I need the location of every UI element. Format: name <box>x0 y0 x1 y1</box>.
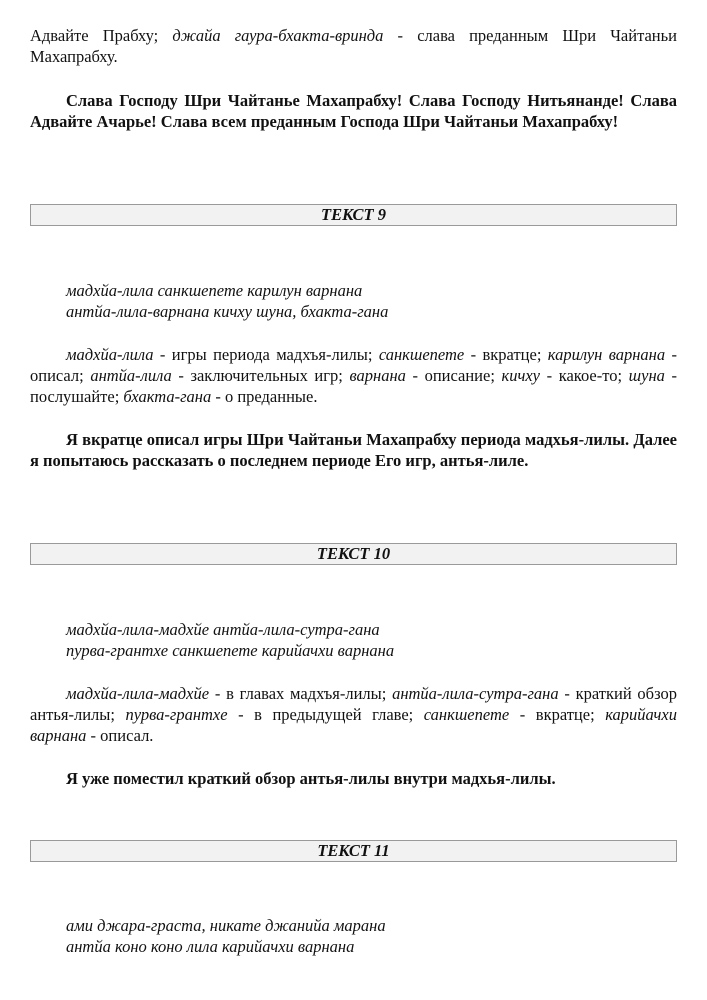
intro-term: джайа гаура-бхакта-вринда <box>172 26 384 45</box>
verse-line: антйа коно коно лила карийачхи варнана <box>66 937 355 956</box>
synonym-term: антйа-лила <box>90 366 172 385</box>
text-10-heading: ТЕКСТ 10 <box>30 543 677 565</box>
text-9-verse <box>30 280 707 322</box>
synonym-meaning: - игры периода мадхъя-лилы; <box>153 345 379 364</box>
synonym-term: варнана <box>349 366 406 385</box>
synonym-meaning: - в главах мадхъя-лилы; <box>209 684 393 703</box>
verse-line: мадхйа-лила санкшепете карилун варнана <box>66 281 363 300</box>
synonym-term: бхакта-гана <box>123 387 212 406</box>
text-9-translation: Я вкратце описал игры Шри Чайтаньи Махапрабху периода мадхья-лилы. Далее я попытаюсь рассказать о последнем периоде Его игр, антья-лиле. <box>30 430 677 470</box>
synonym-meaning: - вкратце; <box>509 705 606 724</box>
intro-translation: Слава Господу Шри Чайтанье Махапрабху! Слава Господу Нитьянанде! Слава Адвайте Ачарье! Слава всем преданным Господа Шри Чайтаньи Махапрабху! <box>30 91 677 131</box>
text-9-heading: ТЕКСТ 9 <box>30 204 677 226</box>
intro-text: Адвайте Прабху; <box>30 26 159 45</box>
synonym-term: мадхйа-лила-мадхйе <box>66 684 210 703</box>
synonym-meaning: - вкратце; <box>464 345 548 364</box>
synonym-term: кичху <box>501 366 541 385</box>
synonym-term: пурва-грантхе <box>125 705 228 724</box>
synonym-term: мадхйа-лила <box>66 345 154 364</box>
text-10-synonyms <box>30 683 677 746</box>
verse-line: мадхйа-лила-мадхйе антйа-лила-сутра-гана <box>66 620 380 639</box>
synonym-meaning: - в предыдущей главе; <box>227 705 424 724</box>
text-10-translation: Я уже поместил краткий обзор антья-лилы внутри мадхья-лилы. <box>66 769 556 788</box>
synonym-meaning: - заключительных игр; <box>171 366 350 385</box>
text-11-heading: ТЕКСТ 11 <box>30 840 677 862</box>
verse-line: ами джара-граста, никате джанийа марана <box>66 916 386 935</box>
verse-line: антйа-лила-варнана кичху шуна, бхакта-гана <box>66 302 389 321</box>
intro-line <box>30 25 677 67</box>
synonym-meaning: - описал. <box>86 726 154 745</box>
synonym-meaning: - описал; <box>30 345 677 385</box>
text-11-verse <box>30 915 707 957</box>
intro-meaning: - слава преданным Шри Чайтаньи Махапрабху. <box>30 26 677 66</box>
synonym-term: санкшепете <box>378 345 465 364</box>
synonym-term: антйа-лила-сутра-гана <box>392 684 559 703</box>
synonym-term: карийачхи варнана <box>30 705 678 745</box>
text-9-synonyms <box>30 344 677 407</box>
text-10-verse <box>30 619 707 661</box>
synonym-term: карилун варнана <box>547 345 666 364</box>
synonym-term: санкшепете <box>423 705 510 724</box>
verse-line: пурва-грантхе санкшепете карийачхи варнана <box>66 641 395 660</box>
synonym-meaning: - краткий обзор антья-лилы; <box>30 684 677 724</box>
synonym-term: шуна <box>628 366 665 385</box>
synonym-meaning: - о преданные. <box>211 387 318 406</box>
synonym-meaning: - какое-то; <box>540 366 629 385</box>
synonym-meaning: - послушайте; <box>30 366 677 406</box>
synonym-meaning: - описание; <box>405 366 502 385</box>
